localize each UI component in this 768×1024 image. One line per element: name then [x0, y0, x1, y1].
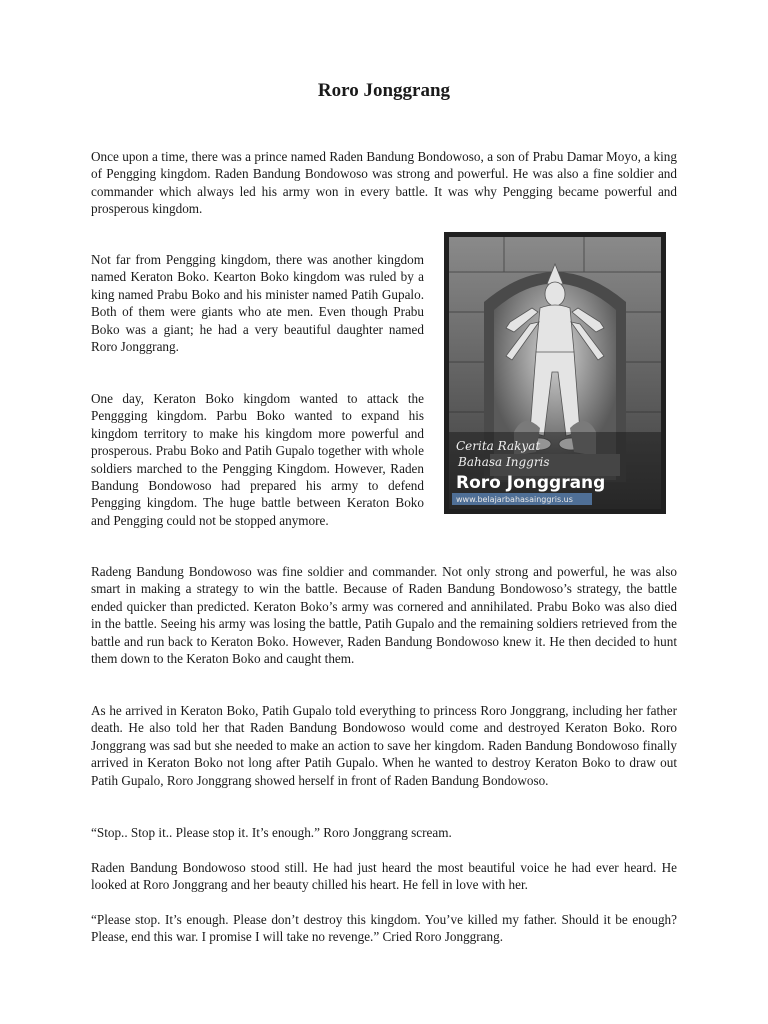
- svg-text:Bahasa Inggris: Bahasa Inggris: [458, 455, 550, 469]
- paragraph-4: Radeng Bandung Bondowoso was fine soldier and commander. Not only strong and powerful, he was also smart in making a strategy to win the battle. Because of Raden Bandung Bondowoso’s strategy, the battle ended quicker than predicted. Keraton Boko’s army was cornered and annihilated. Prabu Boko was also died in the battle. Seeing his army was losing the battle, Patih Gupalo and the remaining soldiers retrieved from the battle and run back to Keraton Boko. However, Raden Bandung Bondowoso knew it. He then decided to hunt them down to the Keraton Boko and caught them.: [91, 564, 677, 667]
- document-title: Roro Jonggrang: [317, 80, 451, 101]
- paragraph-7: Raden Bandung Bondowoso stood still. He had just heard the most beautiful voice he had ever heard. He looked at Roro Jonggrang and her beauty chilled his heart. He fell in love with her.: [91, 860, 677, 893]
- svg-text:Roro Jonggrang: Roro Jonggrang: [456, 473, 606, 493]
- statue-illustration: [444, 232, 666, 514]
- paragraph-2: Not far from Pengging kingdom, there was another kingdom named Keraton Boko. Kearton Boko kingdom was ruled by a king named Prabu Boko and his minister named Patih Gupalo. Both of them were giants who ate men. Even though Prabu Boko was a giant; he had a very beautiful daughter named Roro Jonggrang.: [91, 252, 424, 355]
- svg-text:Cerita Rakyat: Cerita Rakyat: [456, 439, 541, 453]
- paragraph-5: As he arrived in Keraton Boko, Patih Gupalo told everything to princess Roro Jonggrang, including her father death. He also told her that Raden Bandung Bondowoso would come and destroyed Keraton Boko. Roro Jonggrang was sad but she needed to make an action to save her kingdom. Raden Bandung Bondowoso finally arrived in Keraton Boko not long after Patih Gupalo. When he wanted to destroy Keraton Boko to draw out Patih Gupalo, Roro Jonggrang showed herself in front of Raden Bandung Bondowoso.: [91, 703, 677, 788]
- paragraph-1: Once upon a time, there was a prince named Raden Bandung Bondowoso, a son of Prabu Damar Moyo, a king of Pengging kingdom. Raden Bandung Bondowoso was strong and powerful. He was also a fine soldier and commander which always led his army won in every battle. It was why Pengging became powerful and prosperous kingdom.: [91, 149, 677, 217]
- paragraph-6: “Stop.. Stop it.. Please stop it. It’s enough.” Roro Jonggrang scream.: [91, 825, 452, 840]
- paragraph-8: “Please stop. It’s enough. Please don’t destroy this kingdom. You’ve killed my father. Should it be enough? Please, end this war. I promise I will take no revenge.” Cried Roro Jonggrang.: [91, 912, 677, 945]
- svg-text:www.belajarbahasainggris.us: www.belajarbahasainggris.us: [456, 495, 573, 504]
- paragraph-3: One day, Keraton Boko kingdom wanted to attack the Penggging kingdom. Parbu Boko wanted to expand his kingdom territory to make his kingdom more powerful and prosperous. Prabu Boko and Patih Gupalo together with whole soldiers marched to the Pengging Kingdom. However, Raden Bandung Bondowoso had prepared his army to defend Pengging kingdom. The huge battle between Keraton Boko and Pengging could not be stopped anymore.: [91, 391, 424, 528]
